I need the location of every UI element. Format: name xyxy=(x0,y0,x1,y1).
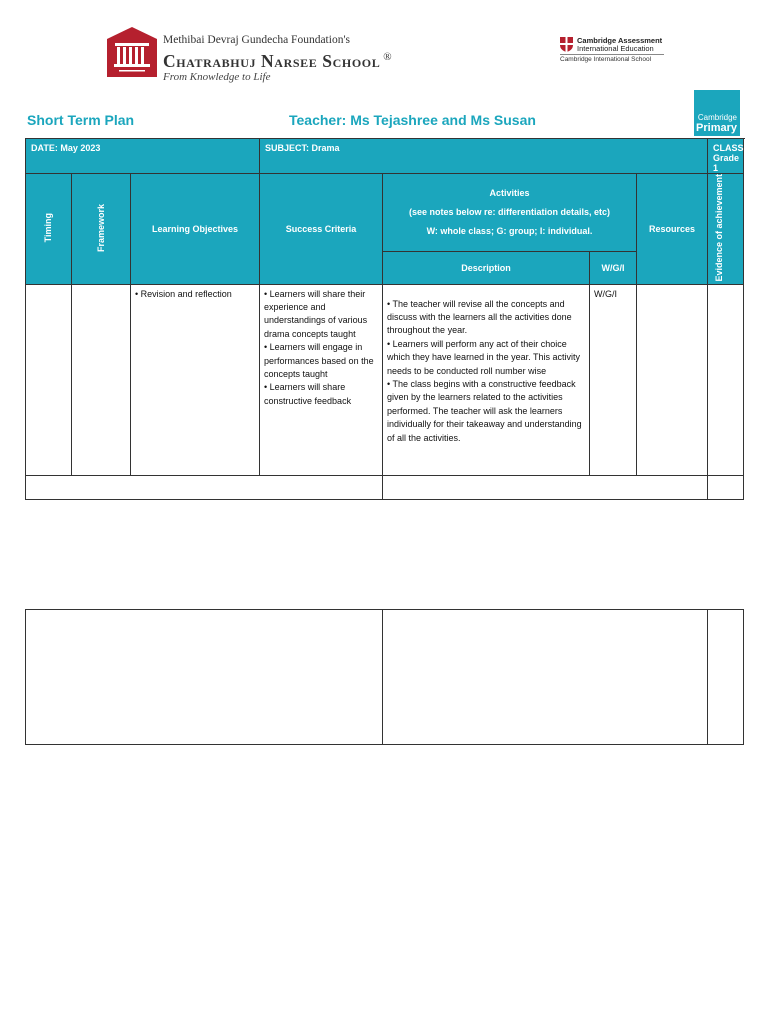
notes-cell-left xyxy=(26,475,383,499)
school-name: Chatrabhuj Narsee School ® xyxy=(163,50,393,71)
cambridge-divider xyxy=(560,54,664,55)
resources-cell xyxy=(637,284,708,475)
cambridge-line-2: International Education xyxy=(577,44,654,53)
criteria-item: • Learners will share their experience and understandings of various drama concepts taught xyxy=(264,288,368,339)
reflection-cell-left xyxy=(26,610,383,745)
badge-line-1: Cambridge xyxy=(697,113,737,122)
activities-note: (see notes below re: differentiation details, etc) xyxy=(408,207,611,218)
activities-key: W: whole class; G: group; I: individual. xyxy=(426,226,593,237)
evidence-cell xyxy=(708,284,744,475)
description-item: • The class begins with a constructive feedback given by the learners related to the activities performed. The teacher will ask the learners individually for their takeaway and understanding of all the activities. xyxy=(387,378,582,443)
lesson-row xyxy=(26,284,744,475)
notes-cell-right xyxy=(708,475,744,499)
cambridge-primary-badge xyxy=(694,90,740,136)
school-tagline: From Knowledge to Life xyxy=(163,70,271,83)
description-header: Description xyxy=(383,252,590,284)
notes-row xyxy=(26,475,744,499)
reflection-cell-right xyxy=(708,610,744,745)
description-item: • The teacher will revise all the concepts and discuss with the learners all the activities done throughout the year. xyxy=(387,298,572,336)
cambridge-shield-icon xyxy=(560,37,573,52)
subject-cell: SUBJECT: Drama xyxy=(260,139,708,174)
cambridge-line-3: Cambridge International School xyxy=(560,56,652,63)
badge-line-2: Primary xyxy=(696,122,737,134)
meta-row xyxy=(26,139,744,174)
description-item: • Learners will perform any act of their choice which they have learned in the year. This activity needs to be conducted roll number wise xyxy=(387,338,580,376)
date-cell: DATE: May 2023 xyxy=(26,139,260,174)
timing-header: Timing xyxy=(26,174,72,285)
objectives-cell: • Revision and reflection xyxy=(131,284,260,475)
reflection-table xyxy=(25,609,744,745)
resources-header: Resources xyxy=(637,174,708,285)
column-header-row xyxy=(26,174,744,252)
framework-cell xyxy=(72,284,131,475)
class-cell: CLASS: Grade 1 xyxy=(708,139,744,174)
wgi-cell: W/G/I xyxy=(590,284,637,475)
plan-title: Short Term Plan xyxy=(27,112,135,128)
criteria-item: • Learners will share constructive feedback xyxy=(264,382,352,406)
reflection-cell-middle xyxy=(383,610,708,745)
criteria-header: Success Criteria xyxy=(260,174,383,285)
criteria-cell xyxy=(260,284,383,475)
registered-mark: ® xyxy=(383,51,393,63)
school-crest-logo xyxy=(105,26,159,78)
plan-table xyxy=(25,138,747,500)
activities-title: Activities xyxy=(489,188,530,199)
description-cell xyxy=(383,284,590,475)
evidence-header: Evidence of achievement xyxy=(708,174,744,285)
objectives-header: Learning Objectives xyxy=(131,174,260,285)
cambridge-line-1: Cambridge Assessment xyxy=(577,36,663,45)
criteria-item: • Learners will engage in performances based on the concepts taught xyxy=(264,342,374,379)
foundation-name: Methibai Devraj Gundecha Foundation's xyxy=(163,34,350,46)
framework-header: Framework xyxy=(72,174,131,285)
timing-cell xyxy=(26,284,72,475)
reflection-row xyxy=(26,610,744,745)
teacher-title: Teacher: Ms Tejashree and Ms Susan xyxy=(289,112,536,128)
activities-header xyxy=(383,174,637,252)
notes-cell-middle xyxy=(383,475,708,499)
wgi-header: W/G/I xyxy=(590,252,637,284)
